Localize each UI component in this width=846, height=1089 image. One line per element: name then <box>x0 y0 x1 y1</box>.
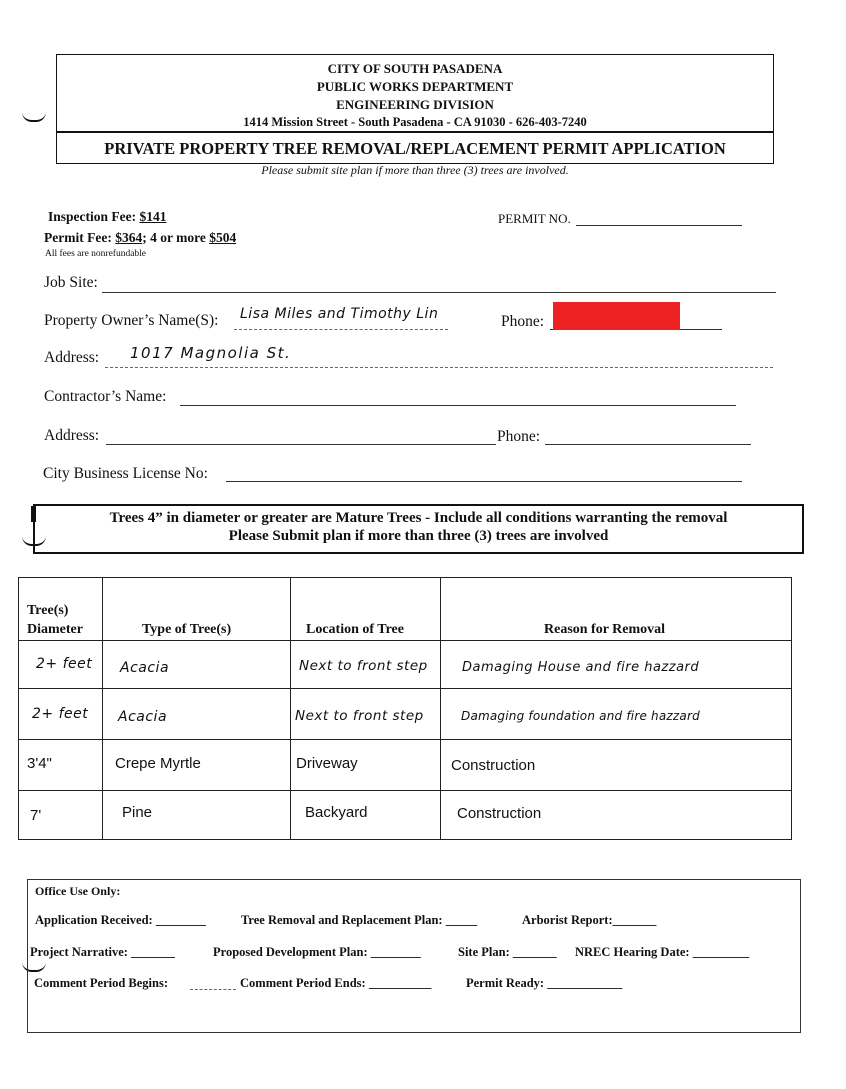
contractor-address-label: Address: <box>44 427 100 444</box>
row1-diameter: 2+ feet <box>36 656 93 672</box>
row1-reason: Damaging House and fire hazzard <box>462 660 700 675</box>
job-site-label: Job Site: <box>44 274 98 291</box>
department-address: 1414 Mission Street - South Pasadena - CA 91030 - 626-403-7240 <box>243 115 587 129</box>
row1-location: Next to front step <box>299 658 428 674</box>
contractor-field[interactable] <box>180 405 736 406</box>
row1-type: Acacia <box>120 660 170 676</box>
inspection-fee-label: Inspection Fee: <box>48 209 140 224</box>
fees-note: All fees are nonrefundable <box>45 249 147 259</box>
page-subtitle: Please submit site plan if more than three (3) trees are involved. <box>261 163 569 177</box>
table-rule <box>290 577 291 840</box>
header-divider <box>56 131 774 133</box>
table-rule <box>18 640 792 641</box>
office-tree-plan: Tree Removal and Replacement Plan: _____ <box>241 913 477 927</box>
header-diameter-line2: Diameter <box>27 622 83 637</box>
table-rule <box>791 577 792 840</box>
owner-address-value[interactable]: 1017 Magnolia St. <box>130 344 292 362</box>
table-rule <box>102 577 103 840</box>
owner-phone-label: Phone: <box>501 313 545 330</box>
permit-fee <box>44 230 236 246</box>
table-rule <box>18 739 792 740</box>
license-field[interactable] <box>226 481 742 482</box>
table-rule <box>440 577 441 840</box>
table-rule <box>18 688 792 689</box>
row3-type: Crepe Myrtle <box>115 755 201 772</box>
job-site-field[interactable] <box>102 292 776 293</box>
header-location: Location of Tree <box>306 622 404 637</box>
contractor-address-field[interactable] <box>106 444 496 445</box>
permit-no-label: PERMIT NO. <box>498 211 571 226</box>
scan-mark <box>22 112 46 122</box>
owner-value[interactable]: Lisa Miles and Timothy Lin <box>240 306 439 322</box>
row2-location: Next to front step <box>295 708 424 724</box>
owner-address-label: Address: <box>44 349 100 366</box>
office-project-narrative: Project Narrative: _______ <box>30 945 175 959</box>
office-comment-begins: Comment Period Begins: <box>34 976 169 990</box>
row3-diameter: 3'4" <box>27 755 52 772</box>
header-diameter-line1: Tree(s) <box>27 603 69 618</box>
office-title: Office Use Only: <box>35 884 121 898</box>
row4-reason: Construction <box>457 805 542 822</box>
permit-fee-label: Permit Fee: <box>44 230 116 245</box>
redaction-box <box>553 302 680 330</box>
department-name: PUBLIC WORKS DEPARTMENT <box>316 79 514 94</box>
table-rule <box>18 790 792 791</box>
inspection-fee-amount: $141 <box>139 209 167 224</box>
header-type: Type of Tree(s) <box>142 622 232 637</box>
contractor-phone-label: Phone: <box>497 428 541 445</box>
office-arborist-report: Arborist Report:_______ <box>522 913 657 927</box>
city-name: CITY OF SOUTH PASADENA <box>327 61 503 76</box>
owner-label: Property Owner’s Name(S): <box>44 312 219 329</box>
row2-type: Acacia <box>118 709 168 725</box>
mature-notice-line1: Trees 4” in diameter or greater are Mature Trees - Include all conditions warranting the removal <box>109 510 728 526</box>
table-rule <box>18 577 19 840</box>
row4-location: Backyard <box>305 804 368 821</box>
owner-address-line <box>105 367 773 368</box>
permit-fee-amount-4plus: $504 <box>209 230 237 245</box>
office-development-plan: Proposed Development Plan: ________ <box>213 945 421 959</box>
owner-field-line <box>234 329 448 330</box>
header-reason: Reason for Removal <box>544 622 666 637</box>
division-name: ENGINEERING DIVISION <box>336 97 494 112</box>
row4-type: Pine <box>122 804 153 821</box>
inspection-fee <box>48 209 167 225</box>
table-rule <box>18 839 792 840</box>
office-nrec-date: NREC Hearing Date: _________ <box>575 945 749 959</box>
permit-no-line[interactable] <box>576 225 742 226</box>
office-comment-begins-line <box>190 989 236 990</box>
row3-reason: Construction <box>451 757 536 774</box>
office-permit-ready: Permit Ready: ____________ <box>466 976 623 990</box>
permit-fee-amount: $364 <box>115 230 143 245</box>
row2-reason: Damaging foundation and fire hazzard <box>461 709 700 723</box>
office-application-received: Application Received: ________ <box>35 913 206 927</box>
row4-diameter: 7' <box>30 807 42 824</box>
page-title: PRIVATE PROPERTY TREE REMOVAL/REPLACEMENT PERMIT APPLICATION <box>104 139 726 158</box>
office-site-plan: Site Plan: _______ <box>458 945 557 959</box>
row3-location: Driveway <box>296 755 358 772</box>
permit-fee-mid: ; 4 or more <box>142 230 210 245</box>
contractor-label: Contractor’s Name: <box>44 388 167 405</box>
table-rule <box>18 577 792 578</box>
license-label: City Business License No: <box>43 465 208 482</box>
row2-diameter: 2+ feet <box>32 706 89 722</box>
office-comment-ends: Comment Period Ends: __________ <box>240 976 432 990</box>
mature-notice-line2: Please Submit plan if more than three (3) trees are involved <box>228 528 609 544</box>
contractor-phone-field[interactable] <box>545 444 751 445</box>
